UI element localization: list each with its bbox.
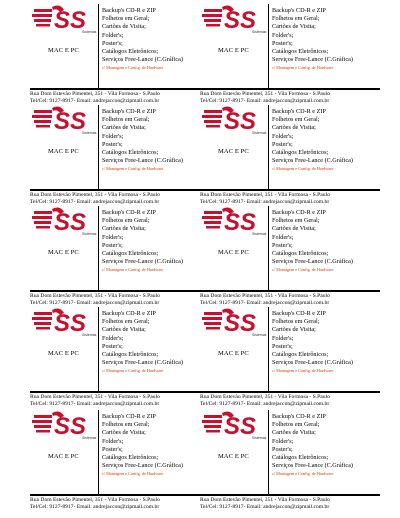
logo-graphic bbox=[30, 410, 98, 440]
company-logo bbox=[200, 307, 268, 337]
logo-graphic bbox=[200, 307, 268, 337]
contact-line: Tel/Cel: 9127-8917- Email: andrejaccon@zipmail.com.br bbox=[200, 401, 330, 407]
card-footer bbox=[30, 192, 210, 206]
system-label: MAC E PC bbox=[218, 249, 249, 256]
service-item: Poster's; bbox=[102, 342, 123, 350]
service-item: Serviços Free-Lance (C.Gráfica) bbox=[102, 258, 183, 266]
card-footer bbox=[30, 91, 210, 105]
service-item: Backup's CD-R e ZIP bbox=[272, 108, 326, 115]
service-item: Folder's; bbox=[272, 334, 294, 342]
horizontal-divider bbox=[30, 88, 210, 90]
business-card bbox=[30, 410, 210, 510]
company-logo bbox=[200, 410, 268, 440]
logo-letters: SS bbox=[54, 310, 87, 337]
company-logo bbox=[30, 206, 98, 236]
service-item: Folder's; bbox=[102, 233, 124, 241]
horizontal-divider bbox=[30, 189, 210, 191]
services-list bbox=[272, 209, 380, 273]
service-item: Serviços Free-Lance (C.Gráfica) bbox=[102, 359, 183, 367]
card-footer bbox=[30, 497, 210, 511]
service-item: Folhetos em Geral; bbox=[272, 15, 320, 23]
service-item: Poster's; bbox=[102, 445, 123, 453]
logo-subtitle: Sistemas bbox=[252, 333, 267, 337]
service-item: Cartões de Visita; bbox=[272, 326, 316, 334]
logo-letters: SS bbox=[224, 7, 257, 34]
vertical-divider bbox=[98, 105, 99, 189]
vertical-divider bbox=[268, 307, 269, 391]
service-item: Folhetos em Geral; bbox=[272, 217, 320, 225]
logo-letters: SS bbox=[54, 413, 87, 440]
service-item: Folder's; bbox=[102, 132, 124, 140]
contact-line: Tel/Cel: 9127-8917- Email: andrejaccon@zipmail.com.br bbox=[30, 300, 160, 306]
service-item: Catálogos Eletrônicos; bbox=[272, 250, 329, 258]
service-item: Backup's CD-R e ZIP bbox=[102, 310, 156, 317]
service-item: Cartões de Visita; bbox=[272, 23, 316, 31]
contact-line: Tel/Cel: 9127-8917- Email: andrejaccon@zipmail.com.br bbox=[200, 300, 330, 306]
service-item: Folder's; bbox=[272, 132, 294, 140]
logo-graphic bbox=[200, 4, 268, 34]
service-item: Cartões de Visita; bbox=[102, 429, 146, 437]
service-item: Serviços Free-Lance (C.Gráfica) bbox=[272, 462, 353, 470]
service-item: Poster's; bbox=[102, 39, 123, 47]
service-item: Serviços Free-Lance (C.Gráfica) bbox=[272, 157, 353, 165]
service-item: Catálogos Eletrônicos; bbox=[102, 48, 159, 56]
contact-line: Tel/Cel: 9127-8917- Email: andrejaccon@zipmail.com.br bbox=[30, 98, 160, 104]
service-item: Folhetos em Geral; bbox=[102, 15, 150, 23]
system-label: MAC E PC bbox=[48, 249, 79, 256]
service-item: Poster's; bbox=[272, 445, 293, 453]
card-footer bbox=[200, 497, 380, 511]
logo-letters: SS bbox=[54, 209, 87, 236]
service-item: Backup's CD-R e ZIP bbox=[102, 413, 156, 420]
logo-subtitle: Sistemas bbox=[82, 333, 97, 337]
company-logo bbox=[200, 206, 268, 236]
services-list bbox=[272, 310, 380, 374]
vertical-divider bbox=[268, 4, 269, 88]
vertical-divider bbox=[268, 410, 269, 494]
services-list bbox=[102, 310, 210, 374]
logo-graphic bbox=[30, 4, 98, 34]
service-item: Serviços Free-Lance (C.Gráfica) bbox=[102, 462, 183, 470]
service-item: Folder's; bbox=[272, 233, 294, 241]
company-logo bbox=[30, 105, 98, 135]
address-line: Rua Dom Estevão Pimentel, 351 - Vila Formosa - S.Paulo bbox=[200, 497, 330, 503]
service-item: Folder's; bbox=[102, 334, 124, 342]
system-label: MAC E PC bbox=[218, 453, 249, 460]
service-item: Catálogos Eletrônicos; bbox=[272, 48, 329, 56]
contact-line: Tel/Cel: 9127-8917- Email: andrejaccon@zipmail.com.br bbox=[200, 504, 330, 510]
logo-subtitle: Sistemas bbox=[82, 232, 97, 236]
service-item: Backup's CD-R e ZIP bbox=[272, 310, 326, 317]
logo-graphic bbox=[30, 307, 98, 337]
address-line: Rua Dom Estevão Pimentel, 351 - Vila Formosa - S.Paulo bbox=[200, 91, 330, 97]
hardware-note: c/ Montagem e Config. de Hardware bbox=[272, 166, 334, 172]
vertical-divider bbox=[268, 105, 269, 189]
business-card bbox=[200, 410, 380, 510]
services-list bbox=[272, 413, 380, 477]
logo-letters: SS bbox=[224, 310, 257, 337]
system-label: MAC E PC bbox=[218, 350, 249, 357]
contact-line: Tel/Cel: 9127-8917- Email: andrejaccon@zipmail.com.br bbox=[200, 199, 330, 205]
hardware-note: c/ Montagem e Config. de Hardware bbox=[102, 471, 164, 477]
service-item: Cartões de Visita; bbox=[272, 124, 316, 132]
address-line: Rua Dom Estevão Pimentel, 351 - Vila Formosa - S.Paulo bbox=[30, 497, 160, 503]
logo-subtitle: Sistemas bbox=[82, 30, 97, 34]
contact-line: Tel/Cel: 9127-8917- Email: andrejaccon@zipmail.com.br bbox=[30, 504, 160, 510]
business-card bbox=[200, 105, 380, 205]
business-card bbox=[200, 307, 380, 407]
system-label: MAC E PC bbox=[48, 148, 79, 155]
logo-letters: SS bbox=[224, 108, 257, 135]
service-item: Catálogos Eletrônicos; bbox=[272, 454, 329, 462]
service-item: Folhetos em Geral; bbox=[272, 421, 320, 429]
business-card bbox=[30, 105, 210, 205]
card-footer bbox=[200, 91, 380, 105]
service-item: Cartões de Visita; bbox=[102, 23, 146, 31]
service-item: Serviços Free-Lance (C.Gráfica) bbox=[102, 157, 183, 165]
service-item: Backup's CD-R e ZIP bbox=[102, 108, 156, 115]
contact-line: Tel/Cel: 9127-8917- Email: andrejaccon@zipmail.com.br bbox=[30, 401, 160, 407]
system-label: MAC E PC bbox=[48, 350, 79, 357]
horizontal-divider bbox=[200, 391, 380, 393]
logo-subtitle: Sistemas bbox=[252, 131, 267, 135]
service-item: Folder's; bbox=[102, 31, 124, 39]
hardware-note: c/ Montagem e Config. de Hardware bbox=[272, 471, 334, 477]
horizontal-divider bbox=[200, 290, 380, 292]
service-item: Cartões de Visita; bbox=[272, 429, 316, 437]
service-item: Folder's; bbox=[272, 437, 294, 445]
card-footer bbox=[30, 293, 210, 307]
hardware-note: c/ Montagem e Config. de Hardware bbox=[102, 368, 164, 374]
service-item: Poster's; bbox=[102, 140, 123, 148]
service-item: Catálogos Eletrônicos; bbox=[272, 149, 329, 157]
card-footer bbox=[200, 293, 380, 307]
service-item: Catálogos Eletrônicos; bbox=[272, 351, 329, 359]
services-list bbox=[102, 108, 210, 172]
card-footer bbox=[200, 192, 380, 206]
service-item: Folhetos em Geral; bbox=[102, 421, 150, 429]
services-list bbox=[102, 7, 210, 71]
service-item: Cartões de Visita; bbox=[102, 326, 146, 334]
services-list bbox=[272, 108, 380, 172]
system-label: MAC E PC bbox=[48, 453, 79, 460]
company-logo bbox=[30, 307, 98, 337]
card-footer bbox=[30, 394, 210, 408]
logo-graphic bbox=[200, 206, 268, 236]
business-card bbox=[200, 4, 380, 104]
vertical-divider bbox=[98, 410, 99, 494]
logo-graphic bbox=[200, 410, 268, 440]
company-logo bbox=[200, 4, 268, 34]
logo-letters: SS bbox=[54, 108, 87, 135]
service-item: Poster's; bbox=[272, 39, 293, 47]
service-item: Folder's; bbox=[272, 31, 294, 39]
logo-subtitle: Sistemas bbox=[252, 436, 267, 440]
services-list bbox=[272, 7, 380, 71]
service-item: Backup's CD-R e ZIP bbox=[272, 413, 326, 420]
business-card bbox=[200, 206, 380, 306]
business-card bbox=[30, 307, 210, 407]
vertical-divider bbox=[98, 206, 99, 290]
service-item: Cartões de Visita; bbox=[272, 225, 316, 233]
service-item: Cartões de Visita; bbox=[102, 225, 146, 233]
address-line: Rua Dom Estevão Pimentel, 351 - Vila Formosa - S.Paulo bbox=[200, 192, 330, 198]
company-logo bbox=[200, 105, 268, 135]
logo-subtitle: Sistemas bbox=[252, 232, 267, 236]
service-item: Poster's; bbox=[102, 241, 123, 249]
service-item: Folhetos em Geral; bbox=[102, 217, 150, 225]
hardware-note: c/ Montagem e Config. de Hardware bbox=[102, 166, 164, 172]
system-label: MAC E PC bbox=[218, 47, 249, 54]
business-card bbox=[30, 206, 210, 306]
service-item: Backup's CD-R e ZIP bbox=[272, 7, 326, 14]
company-logo bbox=[30, 4, 98, 34]
logo-graphic bbox=[30, 206, 98, 236]
service-item: Folhetos em Geral; bbox=[272, 116, 320, 124]
hardware-note: c/ Montagem e Config. de Hardware bbox=[102, 65, 164, 71]
service-item: Serviços Free-Lance (C.Gráfica) bbox=[272, 56, 353, 64]
horizontal-divider bbox=[30, 494, 210, 496]
logo-graphic bbox=[200, 105, 268, 135]
service-item: Poster's; bbox=[272, 241, 293, 249]
horizontal-divider bbox=[30, 391, 210, 393]
service-item: Backup's CD-R e ZIP bbox=[102, 7, 156, 14]
hardware-note: c/ Montagem e Config. de Hardware bbox=[272, 267, 334, 273]
card-footer bbox=[200, 394, 380, 408]
logo-letters: SS bbox=[54, 7, 87, 34]
service-item: Backup's CD-R e ZIP bbox=[102, 209, 156, 216]
service-item: Catálogos Eletrônicos; bbox=[102, 250, 159, 258]
service-item: Catálogos Eletrônicos; bbox=[102, 454, 159, 462]
logo-subtitle: Sistemas bbox=[252, 30, 267, 34]
company-logo bbox=[30, 410, 98, 440]
horizontal-divider bbox=[200, 494, 380, 496]
contact-line: Tel/Cel: 9127-8917- Email: andrejaccon@zipmail.com.br bbox=[30, 199, 160, 205]
vertical-divider bbox=[98, 4, 99, 88]
system-label: MAC E PC bbox=[218, 148, 249, 155]
system-label: MAC E PC bbox=[48, 47, 79, 54]
services-list bbox=[102, 209, 210, 273]
address-line: Rua Dom Estevão Pimentel, 351 - Vila Formosa - S.Paulo bbox=[200, 394, 330, 400]
service-item: Catálogos Eletrônicos; bbox=[102, 351, 159, 359]
address-line: Rua Dom Estevão Pimentel, 351 - Vila Formosa - S.Paulo bbox=[30, 394, 160, 400]
hardware-note: c/ Montagem e Config. de Hardware bbox=[102, 267, 164, 273]
service-item: Folder's; bbox=[102, 437, 124, 445]
service-item: Folhetos em Geral; bbox=[102, 116, 150, 124]
service-item: Cartões de Visita; bbox=[102, 124, 146, 132]
service-item: Serviços Free-Lance (C.Gráfica) bbox=[272, 258, 353, 266]
logo-subtitle: Sistemas bbox=[82, 131, 97, 135]
address-line: Rua Dom Estevão Pimentel, 351 - Vila Formosa - S.Paulo bbox=[30, 192, 160, 198]
service-item: Backup's CD-R e ZIP bbox=[272, 209, 326, 216]
service-item: Poster's; bbox=[272, 140, 293, 148]
address-line: Rua Dom Estevão Pimentel, 351 - Vila Formosa - S.Paulo bbox=[30, 91, 160, 97]
services-list bbox=[102, 413, 210, 477]
horizontal-divider bbox=[200, 189, 380, 191]
vertical-divider bbox=[268, 206, 269, 290]
service-item: Poster's; bbox=[272, 342, 293, 350]
logo-subtitle: Sistemas bbox=[82, 436, 97, 440]
hardware-note: c/ Montagem e Config. de Hardware bbox=[272, 368, 334, 374]
service-item: Serviços Free-Lance (C.Gráfica) bbox=[272, 359, 353, 367]
contact-line: Tel/Cel: 9127-8917- Email: andrejaccon@zipmail.com.br bbox=[200, 98, 330, 104]
hardware-note: c/ Montagem e Config. de Hardware bbox=[272, 65, 334, 71]
service-item: Folhetos em Geral; bbox=[102, 318, 150, 326]
address-line: Rua Dom Estevão Pimentel, 351 - Vila Formosa - S.Paulo bbox=[30, 293, 160, 299]
logo-letters: SS bbox=[224, 413, 257, 440]
horizontal-divider bbox=[200, 88, 380, 90]
logo-graphic bbox=[30, 105, 98, 135]
address-line: Rua Dom Estevão Pimentel, 351 - Vila Formosa - S.Paulo bbox=[200, 293, 330, 299]
business-card bbox=[30, 4, 210, 104]
vertical-divider bbox=[98, 307, 99, 391]
service-item: Serviços Free-Lance (C.Gráfica) bbox=[102, 56, 183, 64]
logo-letters: SS bbox=[224, 209, 257, 236]
service-item: Catálogos Eletrônicos; bbox=[102, 149, 159, 157]
horizontal-divider bbox=[30, 290, 210, 292]
service-item: Folhetos em Geral; bbox=[272, 318, 320, 326]
